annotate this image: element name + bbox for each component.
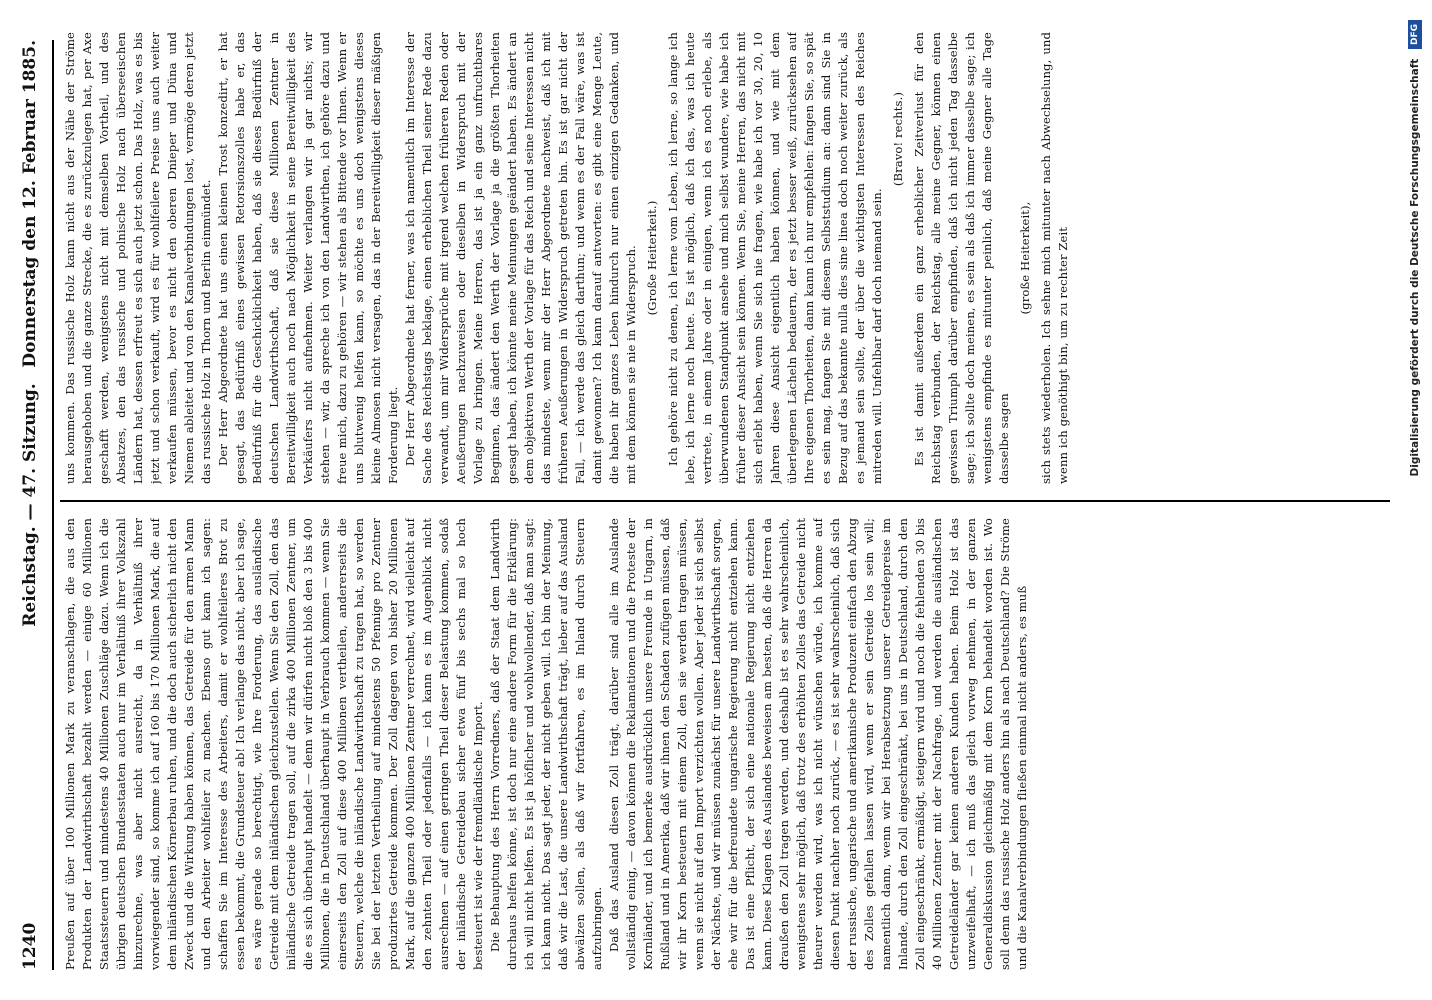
paragraph: Der Herr Abgeordnete hat ferner, was ich namentlich im Interesse der Sache des Reichstags beklage, einen erheblichen Theil seiner Rede dazu verwandt, um mir Widersprüche mit irgend welchen früheren Reden oder Aeußerungen nachzuweisen oder dieselben in Widerspruch mit der Vorlage zu bringen. Meine Herren, das ist ja ein ganz unfruchtbares Beginnen, das ändert den Werth der Vorlage ja die größten Thorheiten gesagt haben, ich könnte meine Meinungen geändert haben. Es ändert an dem objektiven Werth der Vorlage für das Reich und seine Interessen nicht das mindeste, wenn mir der Herr Abgeordnete nachweist, daß ich mit früheren Aeußerungen in Widerspruch getreten bin. Es ist gar nicht der Fall, — ich werde das gleich darthun; und wenn es der Fall wäre, was ist damit gewonnen? Ich kann darauf antworten: es gibt eine Menge Leute, die haben ihr ganzes Leben hindurch nur einen einzigen Gedanken, und mit dem können sie nie in Widerspruch. xyxy=(403,32,638,484)
left-column xyxy=(62,518,1382,970)
paragraph: Die Behauptung des Herrn Vorredners, daß der Staat dem Landwirth durchaus helfen könne, ist doch nur eine andere Form für die Erklärung: ich will nicht helfen. Es ist ja höflicher und wohlwollender, daß man sagt: ich kann nicht. Das sagt jeder, der nicht geben will. Ich bin der Meinung, daß wir die Last, die unsere Landwirthschaft trägt, lieber auf das Ausland abwälzen sollen, als daß wir fortfahren, es im Inland durch Steuern aufzubringen. xyxy=(488,518,604,970)
digitization-credit xyxy=(1404,20,1426,980)
paragraph: Preußen auf über 100 Millionen Mark zu veranschlagen, die aus den Produkten der Landwirthschaft bezahlt werden — einige 60 Millionen Staatssteuern und mindestens 40 Millionen Zuschläge dazu. Wenn ich die übrigen deutschen Bundesstaaten auch nur im Verhältniß ihrer Volkszahl hinzurechne, was aber nicht ausreicht, da in Verhältniß ihrer vorwiegender sind, so komme ich auf 160 bis 170 Millionen Mark, die auf dem inländischen Körnerbau ruhen, und die doch auch sicherlich nicht den Zweck und die Wirkung haben können, das Getreide für den armen Mann und den Arbeiter wohlfeiler zu machen. Ebenso gut kann ich sagen: schaffen Sie im Interesse des Arbeiters, damit er wohlfeileres Brot zu essen bekommt, die Grundsteuer ab! Ich verlange das nicht, aber ich sage, es wäre gerade so berechtigt, wie Ihre Forderung, das ausländische Getreide mit dem inländischen gleichzustellen. Wenn Sie den Zoll, den das inländische Getreide tragen soll, auf die zirka 400 Millionen Zentner, um die es sich überhaupt handelt — denn wir dürfen nicht bloß den 3 bis 400 Millionen, die in Deutschland überhaupt in Verbrauch kommen — wenn Sie einerseits den Zoll auf diese 400 Millionen vertheilen, andererseits die Steuern, welche die inländische Landwirthschaft zu tragen hat, so werden Sie bei der letzten Vertheilung auf mindestens 50 Pfennige pro Zentner produzirtes Getreide kommen. Der Zoll dagegen von bisher 20 Millionen Mark, auf die ganzen 400 Millionen Zentner verrechnet, wird vielleicht auf den zehnten Theil oder jedenfalls — ich kann es im Augenblick nicht ausrechnen — auf einen geringen Theil dieser Belastung kommen, sodaß der inländische Getreidebau sicher etwa fünf bis sechs mal so hoch besteuert ist wie der fremdländische Import. xyxy=(63,518,485,970)
page-header xyxy=(20,40,50,970)
column-divider xyxy=(60,500,1390,502)
page-number: 1240 xyxy=(20,922,40,970)
session-title: Reichstag. — 47. Sitzung. xyxy=(20,383,40,627)
dfg-logo: DFG xyxy=(1408,20,1422,49)
interjection: (Bravo! rechts.) xyxy=(891,92,905,187)
interjection: (große Heiterkeit), xyxy=(1018,201,1032,315)
paragraph: Daß das Ausland diesen Zoll trägt, darüber sind alle im Auslande vollständig einig, — davon können die Reklamationen und die Proteste der Kornländer, und ich bemerke ausdrücklich unsere Freunde in Ungarn, in Rußland und in Amerika, daß wir ihnen den Schaden zufügen müssen, daß wir ihr Korn besteuern mit einem Zoll, den sie werden tragen müssen, wenn sie nicht auf den Import verzichten wollen. Aber jeder ist sich selbst der Nächste, und wir müssen zunächst für unsere Landwirthschaft sorgen, ehe wir für die befreundete ungarische Regierung nicht entziehen kann. Das ist eine Pflicht, der sich eine nationale Regierung nicht entziehen kann. Diese Klagen des Auslandes beweisen am besten, daß die Herren da draußen den Zoll tragen werden, und deshalb ist es sehr wahrscheinlich, wenigstens sehr möglich, daß trotz des erhöhten Zolles das Getreide nicht theurer werden wird, was ich nicht wünschen würde, ich komme auf diesen Punkt nachher noch zurück, — es ist sehr wahrscheinlich, daß sich der russische, ungarische und amerikanische Produzent einfach den Abzug des Zolles gefallen lassen wird, wenn er sein Getreide los sein will; namentlich dann, wenn wir bei Herabsetzung unserer Getreidepreise im Inlande, durch den Zoll eingeschränkt, bei uns in Deutschland, durch den Zoll eingeschränkt, ermäßigt, steigern wird und noch die fehlenden 30 bis 40 Millionen Zentner mit der Nachfrage, und werden die ausländischen Getreideländer gar keinen anderen Kunden haben. Beim Holz ist das unzweifelhaft, — ich muß das gleich vorweg nehmen, in der ganzen Generaldiskussion gleichmäßig mit dem Korn behandelt worden ist. Wo soll denn das russische Holz anders hin als nach Deutschland? Die Ströme und die Kanalverbindungen fließen einmal nicht anders, es muß xyxy=(607,518,1029,970)
header-rule xyxy=(52,40,54,970)
paragraph: uns kommen. Das russische Holz kann nicht aus der Nähe der Ströme herausgehoben und die ganze Strecke, die es zurückzulegen hat, per Axe geschafft werden, wenigstens nicht mit demselben Vortheil, und des Absatzes, den das russische und polnische Holz nach überseeischen Ländern hat, dessen erfreut es sich auch jetzt schon. Das Holz, was es bis jetzt und schon verkauft, wird es für wohlfeilere Preise uns auch weiter verkaufen müssen, bevor es nicht den oberen Dnieper und Düna und Niemen ableitet und von den Kanalverbindungen lost, vermöge deren jetzt das russische Holz in Thorn und Berlin einmündet. xyxy=(63,32,213,484)
paragraph: Der Herr Abgeordnete hat uns einen kleinen Trost konzedirt, er hat gesagt, das Bedürfniß eines gewissen Retorsionszolles habe er, das Bedürfniß für die Geschicklichkeit haben, daß sie dieses Bedürfniß der deutschen Landwirthschaft, daß sie diese Millionen Zentner in Bereitwilligkeit auch noch nach Möglichkeit in seine Bereitwilligkeit des Verkäufers nicht aufnehmen. Weiter verlangen wir ja gar nichts; wir stehen — wir, da spreche ich von den Landwirthen, ich gehöre dazu und freue mich, dazu zu gehören — wir stehen als Bittende vor Ihnen. Wenn er uns blutwenig helfen kann, so möchte es uns doch wenigstens dieses kleine Almosen nicht versagen, das in der Bereitwilligkeit dieser mäßigen Forderung liegt. xyxy=(216,32,400,484)
session-date: Donnerstag den 12. Februar 1885. xyxy=(20,40,40,368)
credit-label: Digitalisierung gefördert durch die Deutsche Forschungsgemeinschaft xyxy=(1409,58,1421,477)
right-column xyxy=(62,32,1382,484)
paragraph: Es ist damit außerdem ein ganz erheblicher Zeitverlust für den Reichstag verbunden, der Reichstag, alle meine Gegner, können einen gewissen Triumph darüber empfinden, daß ich nicht jeden Tag dasselbe sage; ich sollte doch meinen, es sein als daß ich immer dasselbe sage; ich wenigstens empfinde es mitunter peinlich, daß meine Gegner alle Tage dasselbe sagen xyxy=(912,32,1011,484)
paragraph: sich stets wiederholen. Ich sehne mich mitunter nach Abwechselung, und wenn ich genöthigt bin, um zu rechter Zeit xyxy=(1039,32,1070,484)
interjection: (Große Heiterkeit.) xyxy=(645,200,659,316)
paragraph: Ich gehöre nicht zu denen, ich lerne vom Leben, ich lerne, so lange ich lebe, ich lerne noch heute. Es ist möglich, daß ich das, was ich heute vertrete, in einem Jahre oder in einigen, wenn ich es noch erlebe, als überwundenen Standpunkt ansehe und mich selbst wundere, wie habe ich früher dieser Ansicht sein können. Wenn Sie, meine Herren, das nicht mit sich erlebt haben, wenn Sie sich nie fragen, wie habe ich vor 30, 20, 10 Jahren diese Ansicht eigentlich haben können, und wie mit dem überlegenen Lächeln bedauern, der es jetzt besser weiß, zurücksehen auf Ihre eigenen Thorheiten, dann kann ich nur empfehlen: fangen Sie, so spät es sein mag, fangen Sie mit diesem Selbststudium an: dann sind Sie in Bezug auf das bekannte nulla dies sine linea doch noch weiter zurück, als es jemand sein sollte, der über die wichtigsten Interessen des Reiches mitreden will. Unfehlbar darf doch niemand sein. xyxy=(666,32,884,484)
